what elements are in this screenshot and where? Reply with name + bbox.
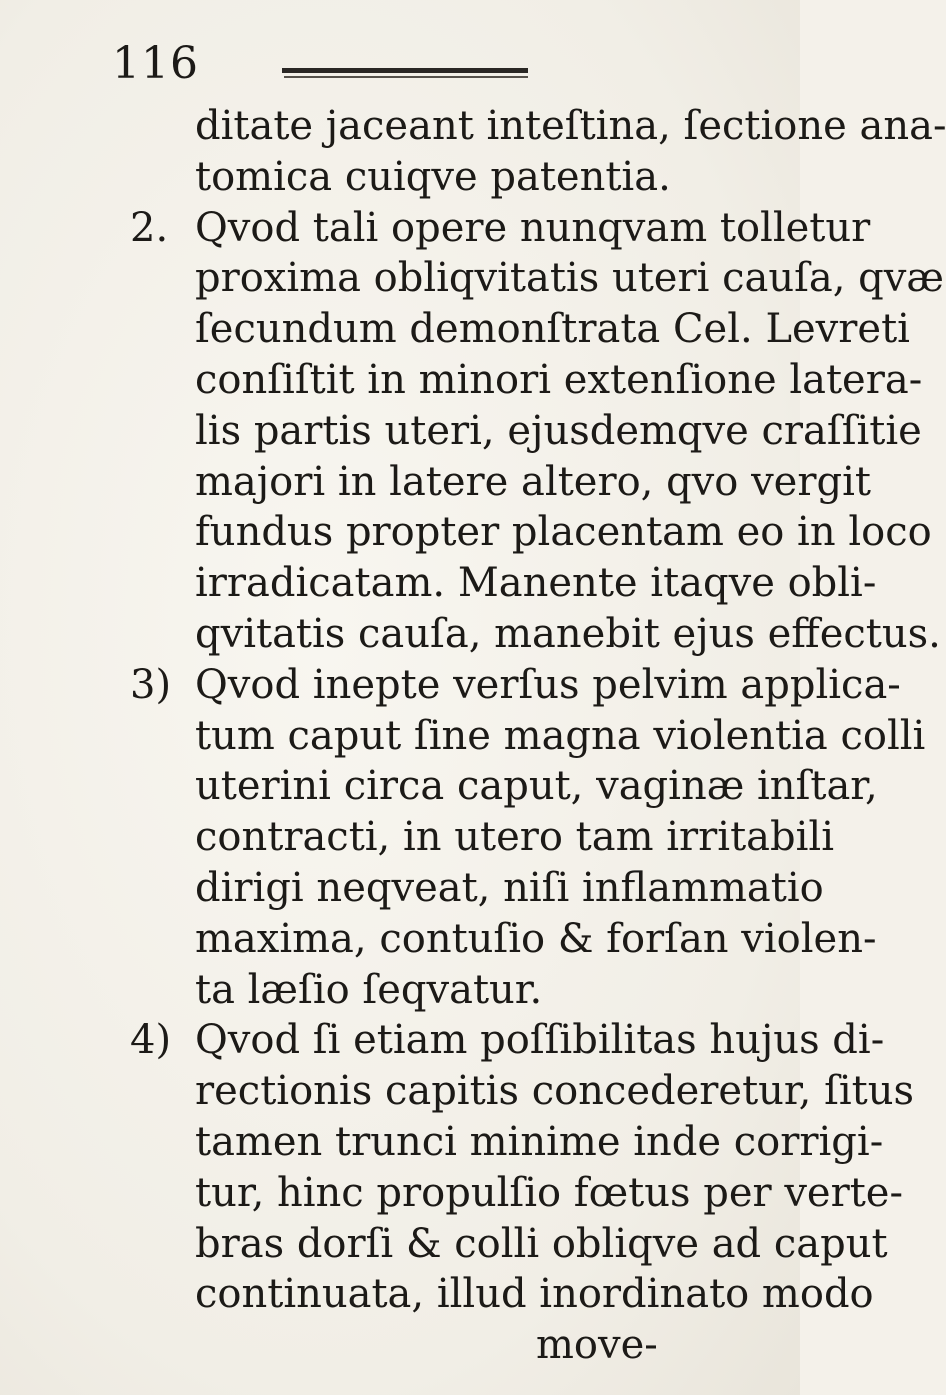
catchword: move- bbox=[536, 1322, 658, 1369]
page-number: 116 bbox=[112, 38, 199, 89]
list-number: 3) bbox=[130, 661, 172, 708]
list-number: 4) bbox=[130, 1017, 172, 1064]
text-line: contracti, in utero tam irritabili bbox=[195, 814, 834, 861]
text-line: tum caput ſine magna violentia colli bbox=[195, 712, 926, 759]
text-line: ta læſio ſeqvatur. bbox=[195, 966, 543, 1013]
list-number: 2. bbox=[130, 204, 169, 251]
text-line: Qvod tali opere nunqvam tolletur bbox=[195, 204, 871, 251]
text-line: fundus propter placentam eo in loco bbox=[195, 509, 932, 556]
text-line: tamen trunci minime inde corrigi- bbox=[195, 1119, 884, 1165]
text-line: ditate jaceant inteſtina, ſectione ana- bbox=[195, 103, 946, 149]
text-line: continuata, illud inordinato modo bbox=[195, 1271, 874, 1318]
text-line: majori in latere altero, qvo vergit bbox=[195, 458, 871, 505]
header-rule bbox=[282, 68, 528, 73]
text-line: Qvod ſi etiam poſſibilitas hujus di- bbox=[195, 1017, 885, 1064]
text-line: rectionis capitis concederetur, ſitus bbox=[195, 1068, 915, 1115]
text-line: ſecundum demonſtrata Cel. Levreti bbox=[195, 306, 910, 353]
text-line: irradicatam. Manente itaqve obli- bbox=[195, 560, 877, 607]
text-line: maxima, contuſio & forſan violen- bbox=[195, 915, 877, 962]
text-line: tomica cuiqve patentia. bbox=[195, 153, 671, 200]
text-line: conſiſtit in minori extenſione latera- bbox=[195, 357, 923, 403]
text-line: lis partis uteri, ejusdemqve craſſitie bbox=[195, 407, 922, 454]
text-line: proxima obliqvitatis uteri cauſa, qvæ bbox=[195, 255, 944, 302]
text-line: tur, hinc propulſio fœtus per verte- bbox=[195, 1169, 903, 1216]
text-line: Qvod inepte verſus pelvim applica- bbox=[195, 661, 901, 708]
text-line: uterini circa caput, vaginæ inſtar, bbox=[195, 763, 878, 810]
text-line: qvitatis cauſa, manebit ejus effectus. bbox=[195, 611, 941, 657]
header-rule-thin bbox=[284, 76, 528, 78]
text-line: bras dorſi & colli obliqve ad caput bbox=[195, 1220, 888, 1267]
text-line: dirigi neqveat, niſi inflammatio bbox=[195, 865, 824, 911]
